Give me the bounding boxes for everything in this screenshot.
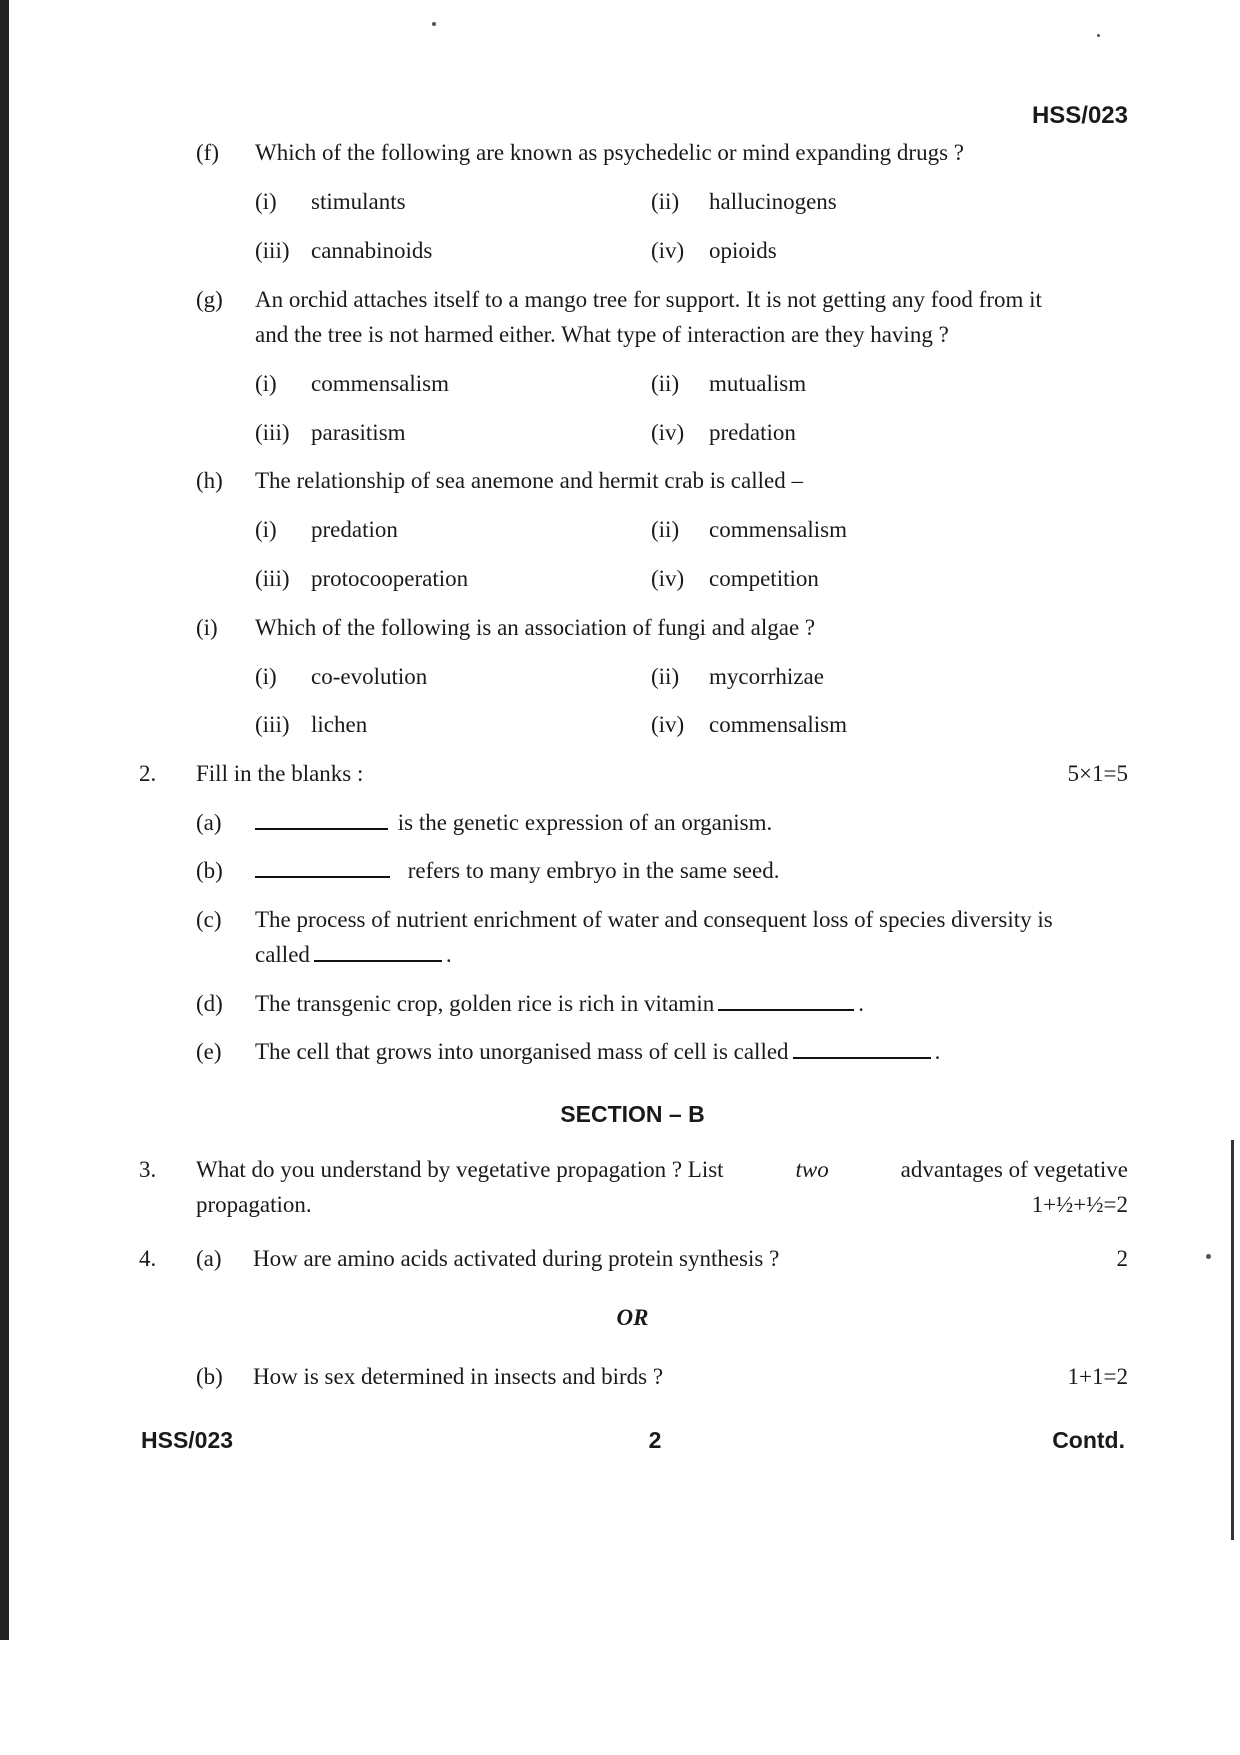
blank-label: (e) (196, 1039, 222, 1064)
option-text: hallucinogens (709, 189, 837, 214)
option-number: (ii) (651, 371, 680, 396)
question-text: Which of the following is an association of fungi and algae ? (255, 615, 816, 640)
header-code: HSS/023 (1031, 102, 1128, 129)
blank-line-item (255, 810, 772, 836)
blank-text: The cell that grows into unorganised mass of cell is called (255, 1039, 789, 1064)
scan-speck (432, 22, 436, 26)
question-text-line1: An orchid attaches itself to a mango tree for support. It is not getting any food from it (255, 287, 1042, 312)
question-number: 4. (139, 1246, 157, 1271)
option-number: (i) (255, 517, 277, 542)
blank-text: is the genetic expression of an organism. (397, 810, 773, 835)
blank-text-line1: The process of nutrient enrichment of water and consequent loss of species diversity is (255, 907, 1053, 932)
option-number: (iv) (651, 712, 685, 737)
blank-line (255, 875, 390, 878)
blank-text-end: . (445, 942, 452, 967)
blank-label: (d) (196, 991, 223, 1016)
option-number: (iv) (651, 238, 685, 263)
footer-contd: Contd. (1052, 1427, 1125, 1453)
question-text: How is sex determined in insects and birds ? (253, 1364, 664, 1389)
blank-line-item (255, 991, 864, 1017)
option-text: protocooperation (311, 566, 469, 591)
blank-text-end: . (934, 1039, 941, 1064)
option-number: (iv) (651, 420, 685, 445)
option-number: (iii) (255, 420, 290, 445)
option-text: commensalism (311, 371, 449, 396)
question-title: Fill in the blanks : (196, 761, 364, 786)
option-number: (iii) (255, 712, 290, 737)
option-text: mycorrhizae (709, 664, 824, 689)
blank-text-end: . (858, 991, 864, 1016)
question-number: 2. (139, 761, 157, 786)
question-label: (h) (196, 468, 223, 493)
blank-line (793, 1056, 931, 1059)
question-text: How are amino acids activated during protein synthesis ? (253, 1246, 780, 1271)
question-label: (i) (196, 615, 218, 640)
option-number: (ii) (651, 189, 680, 214)
question-text-emphasis: two (795, 1157, 829, 1182)
question-label: (a) (196, 1246, 222, 1271)
blank-line (255, 827, 388, 830)
option-number: (ii) (651, 664, 680, 689)
blank-label: (a) (196, 810, 222, 835)
option-number: (iii) (255, 238, 290, 263)
option-text: competition (709, 566, 819, 591)
option-text: commensalism (709, 712, 847, 737)
question-text-part: What do you understand by vegetative propagation ? List (196, 1157, 724, 1182)
option-number: (i) (255, 189, 277, 214)
scan-speck (1097, 34, 1100, 37)
option-number: (ii) (651, 517, 680, 542)
blank-text: The transgenic crop, golden rice is rich in vitamin (255, 991, 715, 1016)
blank-line-item (255, 858, 779, 884)
option-text: predation (311, 517, 398, 542)
question-label: (b) (196, 1364, 223, 1389)
option-text: stimulants (311, 189, 406, 214)
option-text: predation (709, 420, 796, 445)
option-text: co-evolution (311, 664, 428, 689)
question-number: 3. (139, 1157, 157, 1182)
scan-edge-left (0, 0, 9, 1640)
option-number: (iv) (651, 566, 685, 591)
scan-edge-right (1231, 1140, 1234, 1540)
scan-speck (1206, 1254, 1211, 1259)
question-text: The relationship of sea anemone and hermit crab is called – (255, 468, 803, 493)
option-text: cannabinoids (311, 238, 433, 263)
footer-code: HSS/023 (141, 1427, 234, 1453)
or-divider: OR (616, 1305, 649, 1330)
blank-text: called (255, 942, 310, 967)
question-text-line2: propagation. (196, 1192, 312, 1217)
question-text-part: advantages of vegetative (900, 1157, 1128, 1182)
blank-line (718, 1008, 854, 1011)
blank-label: (b) (196, 858, 223, 883)
option-number: (iii) (255, 566, 290, 591)
blank-line (314, 959, 442, 962)
option-text: lichen (311, 712, 368, 737)
marks: 2 (1116, 1246, 1128, 1271)
blank-text: refers to many embryo in the same seed. (407, 858, 780, 883)
blank-line-item (255, 1039, 940, 1065)
marks: 5×1=5 (1067, 761, 1128, 786)
option-number: (i) (255, 371, 277, 396)
marks: 1+½+½=2 (1031, 1192, 1128, 1217)
blank-line-item (255, 942, 452, 968)
option-number: (i) (255, 664, 277, 689)
question-text-line2: and the tree is not harmed either. What type of interaction are they having ? (255, 322, 949, 347)
question-text: Which of the following are known as psychedelic or mind expanding drugs ? (255, 140, 964, 165)
option-text: mutualism (709, 371, 807, 396)
question-text-line1 (196, 1157, 1128, 1183)
section-heading: SECTION – B (560, 1101, 705, 1127)
option-text: commensalism (709, 517, 847, 542)
question-label: (f) (196, 140, 219, 165)
page-number: 2 (648, 1427, 662, 1453)
option-text: parasitism (311, 420, 406, 445)
blank-label: (c) (196, 907, 222, 932)
option-text: opioids (709, 238, 777, 263)
marks: 1+1=2 (1067, 1364, 1128, 1389)
question-label: (g) (196, 287, 223, 312)
